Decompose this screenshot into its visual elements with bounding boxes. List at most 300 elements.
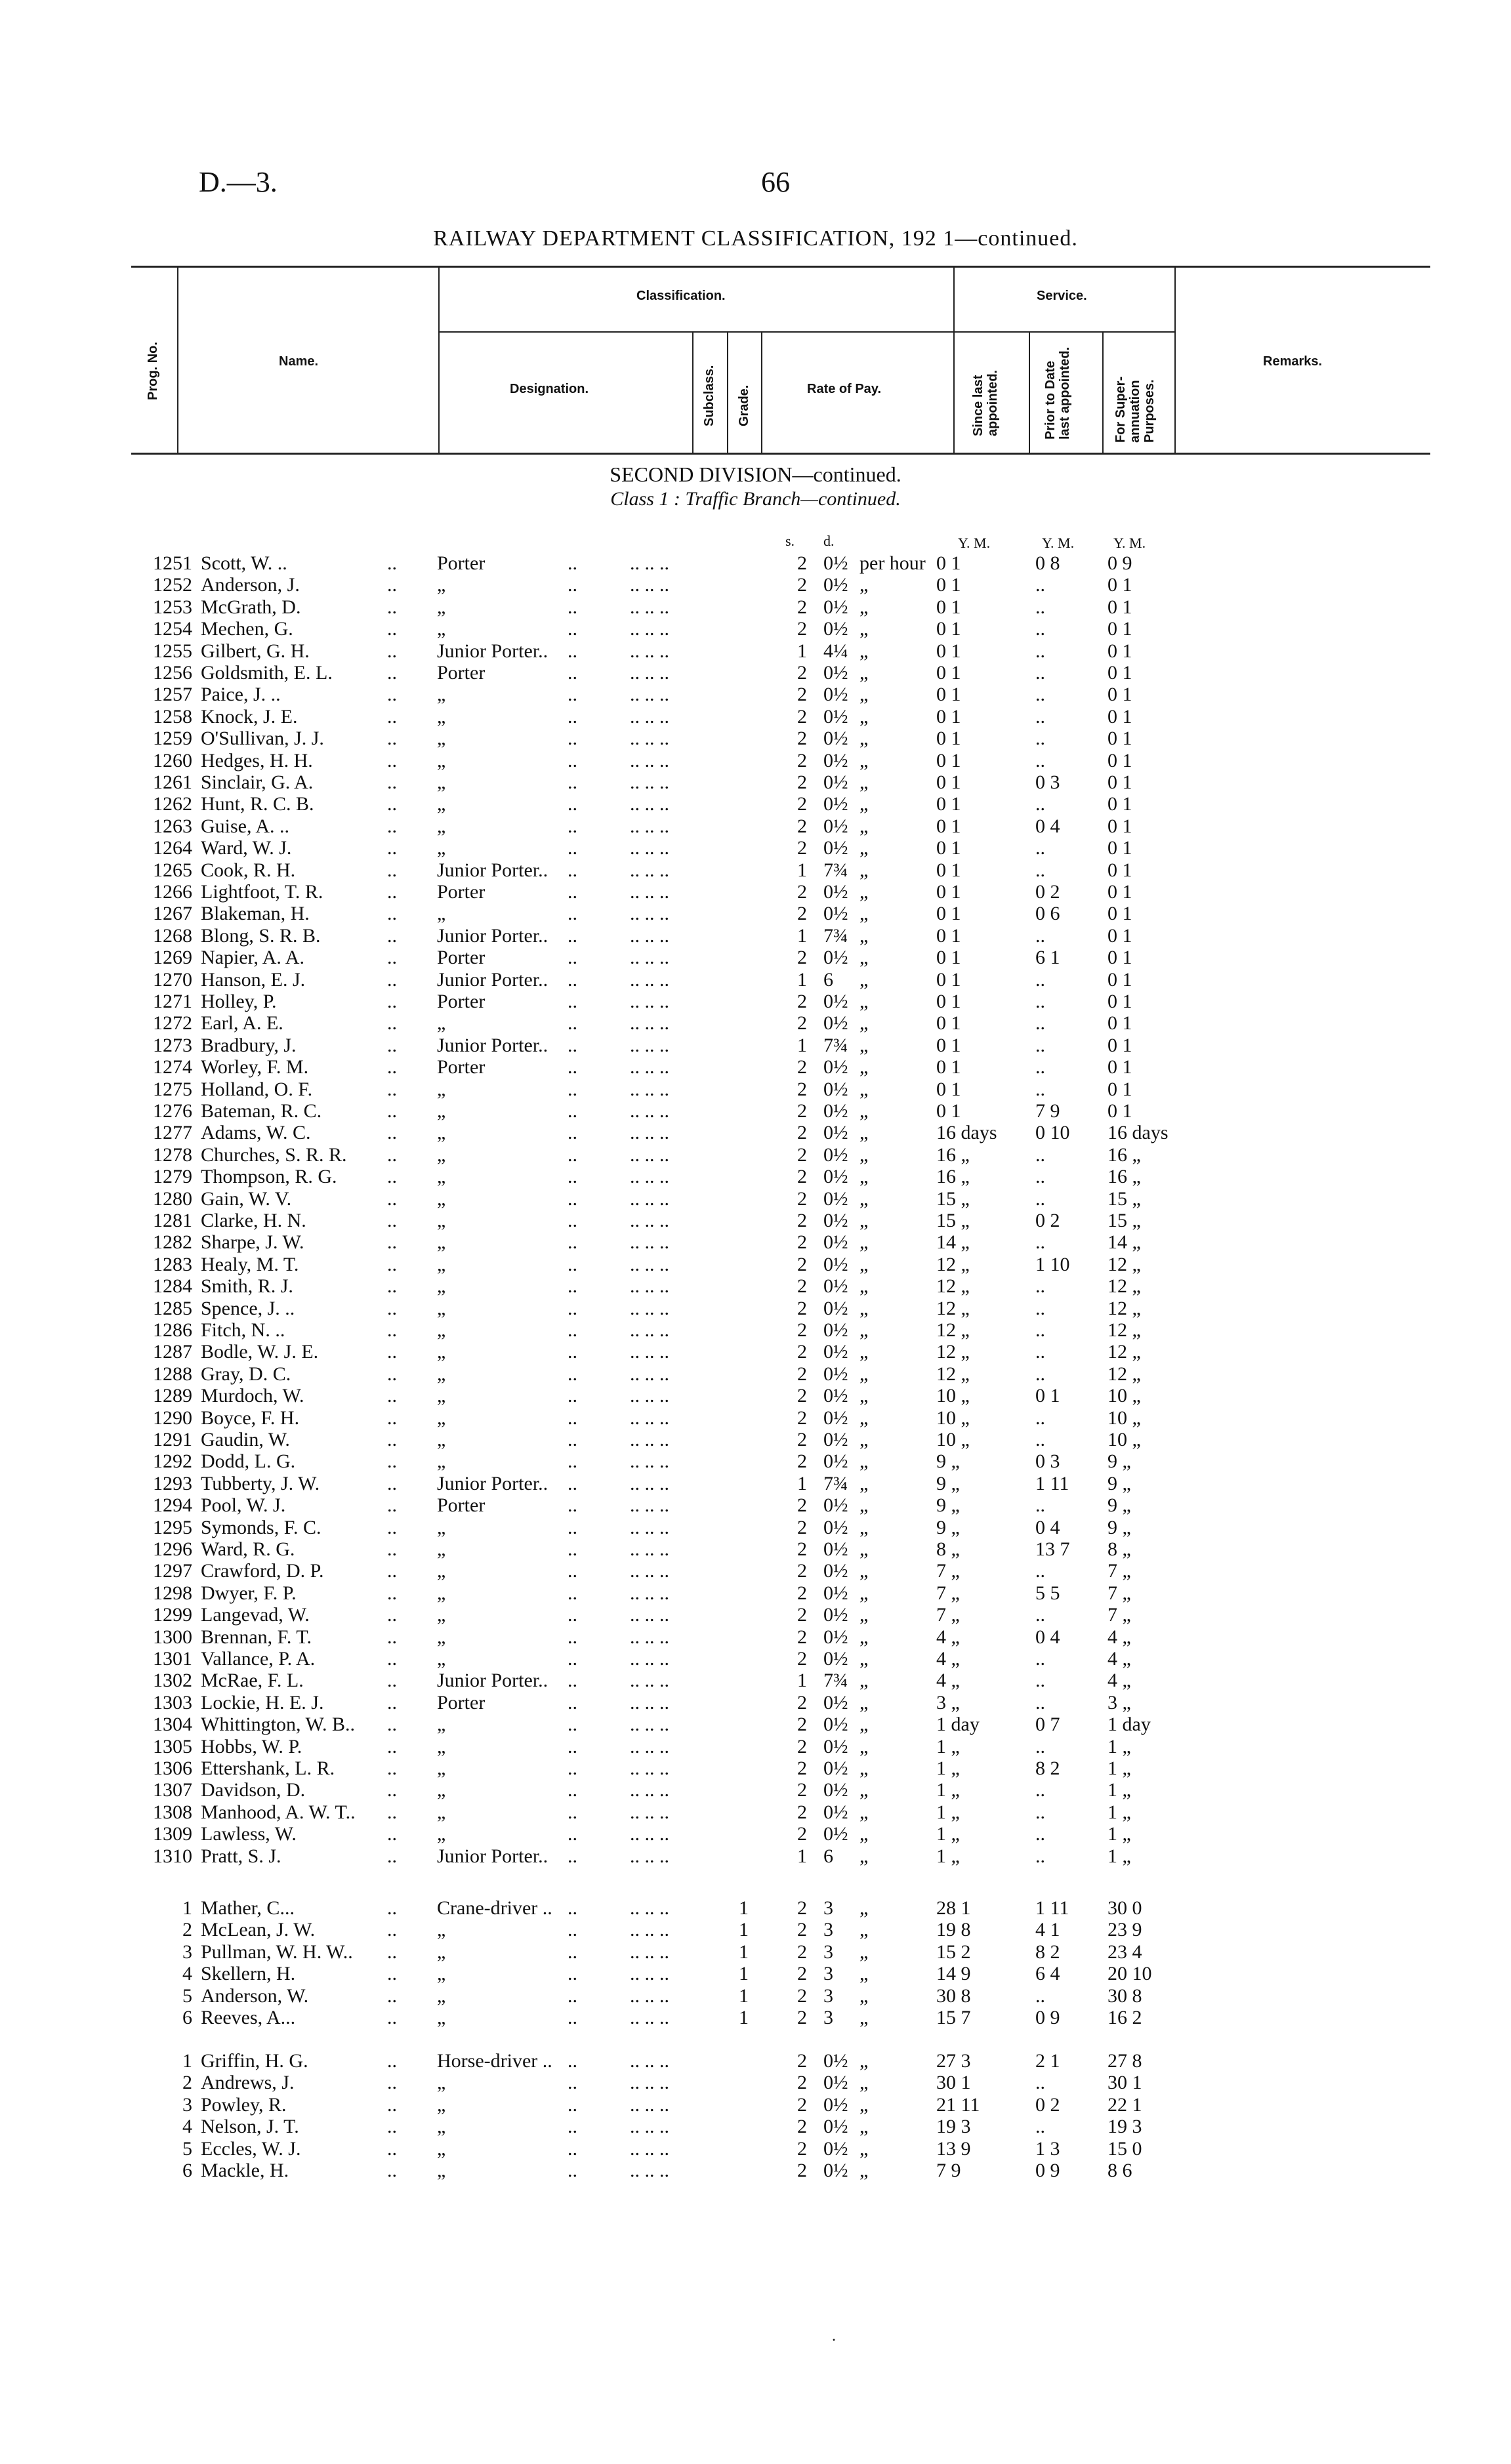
cell-des: Junior Porter.. xyxy=(437,1034,549,1056)
leader-dots: .. xyxy=(568,2160,577,2181)
cell-prior: .. xyxy=(1035,1363,1045,1385)
leader-dots: .. xyxy=(568,1516,577,1538)
leader-dots: .. .. .. xyxy=(630,1582,669,1604)
cell-no: 1263 xyxy=(153,815,192,837)
cell-name: Brennan, F. T. xyxy=(201,1626,312,1648)
cell-name: Knock, J. E. xyxy=(201,705,298,728)
col-divider xyxy=(953,267,955,453)
cell-since: 1 „ xyxy=(936,1757,960,1779)
cell-s: 2 xyxy=(797,1450,807,1473)
leader-dots: .. xyxy=(387,968,397,991)
leader-dots: .. .. .. xyxy=(630,1626,669,1648)
col-divider xyxy=(692,332,693,453)
cell-no: 1307 xyxy=(153,1779,192,1801)
cell-s: 2 xyxy=(797,1056,807,1078)
cell-prior: .. xyxy=(1035,1187,1045,1210)
leader-dots: .. .. .. xyxy=(630,1187,669,1210)
cell-name: Hedges, H. H. xyxy=(201,749,313,771)
leader-dots: .. xyxy=(568,1012,577,1035)
cell-no: 1281 xyxy=(153,1210,192,1231)
table-row xyxy=(0,1941,1511,1963)
table-row xyxy=(0,1166,1511,1187)
leader-dots: .. .. .. xyxy=(630,1166,669,1188)
cell-s: 1 xyxy=(797,924,807,947)
leader-dots: .. .. .. xyxy=(630,1210,669,1231)
cell-prior: 1 10 xyxy=(1035,1253,1070,1275)
cell-grade: 1 xyxy=(739,1919,749,1941)
cell-no: 1270 xyxy=(153,968,192,991)
cell-rate-note: „ xyxy=(859,1187,869,1210)
leader-dots: .. xyxy=(568,1714,577,1736)
cell-prior: .. xyxy=(1035,618,1045,640)
leader-dots: .. xyxy=(387,2093,397,2116)
cell-super: 0 1 xyxy=(1107,881,1132,903)
cell-d: 7¾ xyxy=(823,924,848,947)
leader-dots: .. .. .. xyxy=(630,1516,669,1538)
cell-name: Ettershank, L. R. xyxy=(201,1757,335,1779)
table-row xyxy=(0,574,1511,596)
leader-dots: .. .. .. xyxy=(630,1779,669,1801)
leader-dots: .. .. .. xyxy=(630,2050,669,2072)
leader-dots: .. .. .. xyxy=(630,2160,669,2181)
cell-no: 1257 xyxy=(153,684,192,706)
col-divider xyxy=(1029,332,1030,453)
cell-super: 0 1 xyxy=(1107,1078,1132,1100)
leader-dots: .. .. .. xyxy=(630,837,669,859)
leader-dots: .. xyxy=(387,1297,397,1319)
cell-no: 1261 xyxy=(153,771,192,793)
cell-des: „ xyxy=(437,1012,446,1035)
cell-prior: 0 7 xyxy=(1035,1714,1060,1736)
cell-super: 7 „ xyxy=(1107,1560,1131,1582)
cell-des: „ xyxy=(437,1714,446,1736)
cell-d: 0½ xyxy=(823,1078,848,1100)
cell-s: 2 xyxy=(797,1253,807,1275)
cell-prior: 6 4 xyxy=(1035,1963,1060,1985)
leader-dots: .. .. .. xyxy=(630,1253,669,1275)
section-class: Class 1 : Traffic Branch—continued. xyxy=(610,488,901,510)
cell-des: Junior Porter.. xyxy=(437,924,549,947)
cell-s: 2 xyxy=(797,1940,807,1963)
cell-since: 0 1 xyxy=(936,859,961,881)
leader-dots: .. .. .. xyxy=(630,1845,669,1867)
cell-name: Blong, S. R. B. xyxy=(201,924,321,947)
table-row xyxy=(0,1963,1511,1984)
cell-no: 1294 xyxy=(153,1494,192,1517)
page-mark: . xyxy=(832,2328,836,2345)
cell-super: 16 2 xyxy=(1107,2007,1142,2028)
cell-d: 0½ xyxy=(823,1626,848,1648)
cell-s: 2 xyxy=(797,1363,807,1385)
cell-s: 1 xyxy=(797,1670,807,1692)
leader-dots: .. xyxy=(568,1363,577,1385)
cell-d: 6 xyxy=(823,968,833,991)
leader-dots: .. xyxy=(568,1253,577,1275)
cell-since: 15 „ xyxy=(936,1210,970,1231)
cell-prior: 2 1 xyxy=(1035,2050,1060,2072)
cell-s: 2 xyxy=(797,903,807,925)
cell-name: Bateman, R. C. xyxy=(201,1100,322,1122)
leader-dots: .. xyxy=(568,1757,577,1779)
cell-no: 1310 xyxy=(153,1845,192,1867)
cell-no: 1276 xyxy=(153,1100,192,1122)
cell-since: 15 7 xyxy=(936,2007,971,2028)
cell-rate-note: „ xyxy=(859,1385,869,1407)
cell-prior: 6 1 xyxy=(1035,947,1060,969)
cell-grade: 1 xyxy=(739,1897,749,1919)
cell-s: 2 xyxy=(797,1648,807,1670)
cell-rate-note: „ xyxy=(859,903,869,925)
cell-name: Holley, P. xyxy=(201,991,277,1012)
cell-prior: .. xyxy=(1035,1012,1045,1035)
table-row xyxy=(0,1494,1511,1516)
leader-dots: .. .. .. xyxy=(630,903,669,925)
cell-super: 1 „ xyxy=(1107,1757,1131,1779)
cell-rate-note: „ xyxy=(859,859,869,881)
cell-des: „ xyxy=(437,1385,446,1407)
cell-des: „ xyxy=(437,903,446,925)
cell-no: 1284 xyxy=(153,1275,192,1298)
cell-since: 1 day xyxy=(936,1714,980,1736)
cell-des: Junior Porter.. xyxy=(437,1670,549,1692)
cell-name: Skellern, H. xyxy=(201,1963,296,1985)
leader-dots: .. .. .. xyxy=(630,1897,669,1919)
cell-name: Reeves, A... xyxy=(201,2007,296,2028)
cell-prior: 0 8 xyxy=(1035,552,1060,574)
cell-super: 0 1 xyxy=(1107,837,1132,859)
col-grade: Grade. xyxy=(737,384,751,426)
cell-prior: .. xyxy=(1035,705,1045,728)
leader-dots: .. xyxy=(387,1691,397,1714)
cell-since: 7 „ xyxy=(936,1604,960,1626)
cell-name: Adams, W. C. xyxy=(201,1122,311,1144)
cell-d: 0½ xyxy=(823,1823,848,1845)
cell-prior: 0 3 xyxy=(1035,771,1060,793)
cell-since: 0 1 xyxy=(936,705,961,728)
leader-dots: .. xyxy=(387,1648,397,1670)
cell-s: 2 xyxy=(797,1429,807,1450)
leader-dots: .. .. .. xyxy=(630,1963,669,1985)
cell-d: 0½ xyxy=(823,991,848,1012)
cell-name: Tubberty, J. W. xyxy=(201,1472,320,1494)
table-row xyxy=(0,2007,1511,2028)
cell-s: 2 xyxy=(797,1963,807,1985)
cell-s: 2 xyxy=(797,1582,807,1604)
cell-no: 4 xyxy=(182,1963,192,1985)
leader-dots: .. xyxy=(568,793,577,815)
leader-dots: .. .. .. xyxy=(630,1297,669,1319)
cell-des: „ xyxy=(437,1538,446,1560)
leader-dots: .. .. .. xyxy=(630,1143,669,1166)
cell-name: Symonds, F. C. xyxy=(201,1516,321,1538)
leader-dots: .. .. .. xyxy=(630,968,669,991)
cell-des: Crane-driver .. xyxy=(437,1897,552,1919)
cell-since: 0 1 xyxy=(936,684,961,706)
cell-super: 1 day xyxy=(1107,1714,1151,1736)
leader-dots: .. xyxy=(387,1516,397,1538)
leader-dots: .. xyxy=(568,1275,577,1298)
cell-no: 1305 xyxy=(153,1735,192,1757)
leader-dots: .. .. .. xyxy=(630,618,669,640)
cell-s: 2 xyxy=(797,2050,807,2072)
cell-no: 1264 xyxy=(153,837,192,859)
cell-no: 1283 xyxy=(153,1253,192,1275)
cell-prior: 0 10 xyxy=(1035,1122,1070,1144)
leader-dots: .. xyxy=(568,1100,577,1122)
cell-rate-note: „ xyxy=(859,1516,869,1538)
table-row xyxy=(0,1801,1511,1823)
cell-super: 9 „ xyxy=(1107,1450,1131,1473)
table-row xyxy=(0,1298,1511,1319)
cell-since: 12 „ xyxy=(936,1275,970,1298)
table-row xyxy=(0,596,1511,618)
table-row xyxy=(0,1385,1511,1407)
cell-rate-note: „ xyxy=(859,1275,869,1298)
page-title: RAILWAY DEPARTMENT CLASSIFICATION, 192 1—continued. xyxy=(433,226,1078,251)
cell-since: 9 „ xyxy=(936,1494,960,1517)
cell-s: 2 xyxy=(797,2072,807,2094)
cell-super: 23 4 xyxy=(1107,1940,1142,1963)
cell-name: Griffin, H. G. xyxy=(201,2050,308,2072)
cell-name: Mackle, H. xyxy=(201,2160,289,2181)
cell-no: 4 xyxy=(182,2116,192,2138)
cell-prior: .. xyxy=(1035,859,1045,881)
leader-dots: .. .. .. xyxy=(630,947,669,969)
cell-name: O'Sullivan, J. J. xyxy=(201,728,324,750)
cell-des: „ xyxy=(437,596,446,618)
cell-des: Junior Porter.. xyxy=(437,1472,549,1494)
cell-rate-note: „ xyxy=(859,1670,869,1692)
cell-d: 0½ xyxy=(823,1714,848,1736)
cell-s: 2 xyxy=(797,1407,807,1429)
cell-rate-note: „ xyxy=(859,1472,869,1494)
cell-prior: .. xyxy=(1035,1648,1045,1670)
leader-dots: .. xyxy=(387,991,397,1012)
cell-no: 1309 xyxy=(153,1823,192,1845)
cell-prior: .. xyxy=(1035,574,1045,596)
leader-dots: .. xyxy=(568,1670,577,1692)
cell-super: 10 „ xyxy=(1107,1385,1141,1407)
cell-d: 0½ xyxy=(823,881,848,903)
cell-name: Eccles, W. J. xyxy=(201,2137,301,2160)
cell-no: 1267 xyxy=(153,903,192,925)
cell-no: 1293 xyxy=(153,1472,192,1494)
cell-d: 0½ xyxy=(823,1450,848,1473)
cell-rate-note: „ xyxy=(859,1801,869,1823)
leader-dots: .. xyxy=(568,1648,577,1670)
cell-des: „ xyxy=(437,2116,446,2138)
cell-des: „ xyxy=(437,1450,446,1473)
cell-no: 1286 xyxy=(153,1319,192,1341)
cell-des: „ xyxy=(437,1940,446,1963)
table-row xyxy=(0,1122,1511,1143)
col-divider xyxy=(761,332,762,453)
cell-since: 0 1 xyxy=(936,903,961,925)
table-row xyxy=(0,1188,1511,1210)
cell-no: 1 xyxy=(182,1897,192,1919)
cell-prior: .. xyxy=(1035,1801,1045,1823)
cell-prior: .. xyxy=(1035,1231,1045,1254)
cell-super: 15 „ xyxy=(1107,1210,1141,1231)
cell-since: 12 „ xyxy=(936,1297,970,1319)
leader-dots: .. xyxy=(387,1823,397,1845)
cell-no: 1288 xyxy=(153,1363,192,1385)
leader-dots: .. xyxy=(568,1143,577,1166)
leader-dots: .. xyxy=(568,924,577,947)
cell-prior: 0 4 xyxy=(1035,1516,1060,1538)
leader-dots: .. xyxy=(568,1940,577,1963)
cell-d: 0½ xyxy=(823,1253,848,1275)
cell-rate-note: „ xyxy=(859,1604,869,1626)
cell-d: 0½ xyxy=(823,1363,848,1385)
cell-prior: .. xyxy=(1035,1143,1045,1166)
cell-name: Davidson, D. xyxy=(201,1779,306,1801)
cell-rate-note: „ xyxy=(859,1494,869,1517)
cell-des: Porter xyxy=(437,991,486,1012)
table-row xyxy=(0,1604,1511,1626)
cell-super: 27 8 xyxy=(1107,2050,1142,2072)
cell-super: 12 „ xyxy=(1107,1341,1141,1363)
cell-s: 2 xyxy=(797,1100,807,1122)
cell-name: Clarke, H. N. xyxy=(201,1210,306,1231)
cell-super: 0 1 xyxy=(1107,947,1132,969)
cell-d: 3 xyxy=(823,1984,833,2007)
leader-dots: .. xyxy=(568,1056,577,1078)
cell-super: 19 3 xyxy=(1107,2116,1142,2138)
leader-dots: .. xyxy=(568,728,577,750)
cell-super: 4 „ xyxy=(1107,1626,1131,1648)
cell-since: 12 „ xyxy=(936,1253,970,1275)
leader-dots: .. .. .. xyxy=(630,1319,669,1341)
cell-name: Gray, D. C. xyxy=(201,1363,291,1385)
cell-name: Sharpe, J. W. xyxy=(201,1231,304,1254)
cell-d: 0½ xyxy=(823,771,848,793)
header-top-rule xyxy=(131,266,1430,268)
cell-super: 0 1 xyxy=(1107,684,1132,706)
cell-d: 0½ xyxy=(823,1648,848,1670)
leader-dots: .. .. .. xyxy=(630,1078,669,1100)
leader-dots: .. .. .. xyxy=(630,1670,669,1692)
cell-d: 0½ xyxy=(823,1429,848,1450)
leader-dots: .. xyxy=(568,1341,577,1363)
cell-name: Napier, A. A. xyxy=(201,947,304,969)
cell-name: Hanson, E. J. xyxy=(201,968,306,991)
cell-no: 1254 xyxy=(153,618,192,640)
cell-since: 7 „ xyxy=(936,1560,960,1582)
cell-des: Porter xyxy=(437,552,486,574)
cell-d: 3 xyxy=(823,1963,833,1985)
cell-no: 1251 xyxy=(153,552,192,574)
table-row xyxy=(0,1845,1511,1867)
cell-prior: .. xyxy=(1035,1670,1045,1692)
leader-dots: .. xyxy=(387,1560,397,1582)
cell-no: 1303 xyxy=(153,1691,192,1714)
cell-prior: 1 11 xyxy=(1035,1897,1069,1919)
leader-dots: .. xyxy=(568,1963,577,1985)
cell-des: „ xyxy=(437,1582,446,1604)
cell-s: 1 xyxy=(797,1845,807,1867)
leader-dots: .. xyxy=(387,1897,397,1919)
cell-des: „ xyxy=(437,2007,446,2028)
leader-dots: .. .. .. xyxy=(630,859,669,881)
table-row xyxy=(0,1210,1511,1231)
cell-d: 7¾ xyxy=(823,859,848,881)
cell-prior: 5 5 xyxy=(1035,1582,1060,1604)
cell-no: 1275 xyxy=(153,1078,192,1100)
table-row xyxy=(0,925,1511,947)
cell-des: „ xyxy=(437,1648,446,1670)
cell-since: 0 1 xyxy=(936,1078,961,1100)
cell-des: Junior Porter.. xyxy=(437,1845,549,1867)
leader-dots: .. xyxy=(387,618,397,640)
cell-since: 1 „ xyxy=(936,1779,960,1801)
leader-dots: .. .. .. xyxy=(630,1757,669,1779)
table-row xyxy=(0,991,1511,1012)
cell-rate-note: „ xyxy=(859,1626,869,1648)
cell-super: 0 1 xyxy=(1107,728,1132,750)
leader-dots: .. xyxy=(568,2137,577,2160)
cell-d: 0½ xyxy=(823,815,848,837)
cell-d: 0½ xyxy=(823,2072,848,2094)
cell-des: Porter xyxy=(437,1056,486,1078)
cell-s: 2 xyxy=(797,1735,807,1757)
cell-since: 12 „ xyxy=(936,1341,970,1363)
cell-d: 0½ xyxy=(823,749,848,771)
cell-des: „ xyxy=(437,1078,446,1100)
cell-d: 0½ xyxy=(823,574,848,596)
cell-super: 0 1 xyxy=(1107,968,1132,991)
cell-name: Nelson, J. T. xyxy=(201,2116,299,2138)
cell-s: 2 xyxy=(797,1494,807,1517)
cell-name: Murdoch, W. xyxy=(201,1385,304,1407)
cell-s: 2 xyxy=(797,728,807,750)
cell-rate-note: „ xyxy=(859,1897,869,1919)
leader-dots: .. xyxy=(387,1143,397,1166)
cell-rate-note: „ xyxy=(859,793,869,815)
cell-super: 12 „ xyxy=(1107,1253,1141,1275)
cell-s: 2 xyxy=(797,1012,807,1035)
cell-prior: .. xyxy=(1035,1034,1045,1056)
cell-since: 1 „ xyxy=(936,1801,960,1823)
cell-prior: .. xyxy=(1035,837,1045,859)
col-divider xyxy=(1102,332,1104,453)
table-row xyxy=(0,859,1511,881)
cell-s: 1 xyxy=(797,1034,807,1056)
cell-s: 2 xyxy=(797,1341,807,1363)
cell-rate-note: „ xyxy=(859,1582,869,1604)
cell-des: „ xyxy=(437,1801,446,1823)
cell-rate-note: „ xyxy=(859,1450,869,1473)
leader-dots: .. xyxy=(568,1210,577,1231)
cell-s: 2 xyxy=(797,947,807,969)
leader-dots: .. xyxy=(387,1714,397,1736)
cell-super: 12 „ xyxy=(1107,1275,1141,1298)
leader-dots: .. xyxy=(387,1582,397,1604)
leader-dots: .. .. .. xyxy=(630,815,669,837)
cell-d: 0½ xyxy=(823,1604,848,1626)
cell-des: Porter xyxy=(437,881,486,903)
cell-super: 0 1 xyxy=(1107,574,1132,596)
cell-prior: 8 2 xyxy=(1035,1757,1060,1779)
cell-rate-note: „ xyxy=(859,1963,869,1985)
leader-dots: .. .. .. xyxy=(630,991,669,1012)
cell-since: 7 9 xyxy=(936,2160,961,2181)
cell-s: 2 xyxy=(797,793,807,815)
cell-name: Ward, W. J. xyxy=(201,837,292,859)
cell-super: 12 „ xyxy=(1107,1363,1141,1385)
cell-super: 1 „ xyxy=(1107,1845,1131,1867)
cell-des: „ xyxy=(437,771,446,793)
